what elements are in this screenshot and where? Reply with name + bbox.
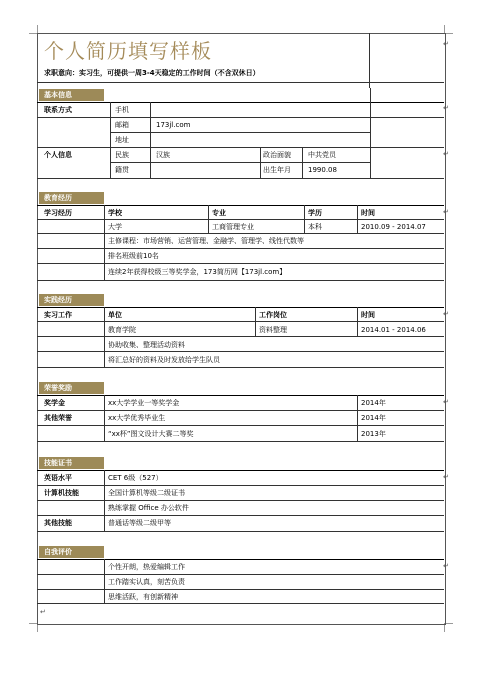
award-scholarship-label: 奖学金	[44, 399, 65, 407]
row-line	[37, 515, 444, 516]
paragraph-mark: ↵	[443, 104, 449, 112]
header-bottom-line	[37, 82, 444, 83]
email-label: 邮箱	[115, 121, 129, 129]
work-unit-value: 教育学院	[108, 326, 136, 334]
email-value: 173jl.com	[156, 121, 191, 129]
row-line	[37, 441, 444, 442]
self-eval-line-1: 个性开朗，热爱编辑工作	[108, 563, 185, 571]
section-awards: 荣誉奖励	[39, 382, 104, 394]
paragraph-mark: ↵	[40, 608, 46, 616]
skill-english-label: 英语水平	[44, 474, 72, 482]
work-duty-2: 将汇总好的资料及时发放给学生队员	[108, 356, 220, 364]
work-time-label: 时间	[361, 311, 375, 319]
birth-value: 1990.08	[308, 166, 337, 174]
section-basic-info: 基本信息	[39, 89, 104, 101]
col-line	[110, 102, 111, 178]
col-line	[208, 205, 209, 233]
row-line	[37, 280, 444, 281]
edu-school-value: 大学	[108, 223, 122, 231]
col-line	[304, 205, 305, 233]
edu-time-label: 时间	[361, 209, 375, 217]
section-self-evaluation: 自我评价	[39, 546, 104, 558]
col-line	[104, 205, 105, 280]
edu-school-label: 学校	[108, 209, 122, 217]
edu-courses: 主修课程：市场营销、运营管理、金融学、管理学、线性代数等	[108, 237, 304, 245]
award-other-year: 2014年	[361, 414, 386, 422]
section-skills: 技能证书	[39, 457, 104, 469]
row-line	[37, 248, 444, 249]
row-line	[110, 162, 370, 163]
row-line	[37, 485, 444, 486]
paragraph-mark: ↵	[443, 40, 449, 48]
col-line	[357, 205, 358, 233]
col-line	[104, 559, 105, 603]
col-line	[104, 395, 105, 441]
row-line	[37, 147, 444, 148]
skills-section-line	[37, 470, 444, 471]
work-unit-label: 单位	[108, 311, 122, 319]
skill-other-label: 其他技能	[44, 519, 72, 527]
paragraph-mark: ↵	[443, 562, 449, 570]
ethnicity-value: 汉族	[156, 151, 170, 159]
birth-label: 出生年月	[263, 166, 291, 174]
row-line	[37, 336, 444, 337]
edu-degree-value: 本科	[308, 223, 322, 231]
header-divider	[369, 33, 370, 88]
award-contest-year: 2013年	[361, 430, 386, 438]
row-line	[37, 603, 444, 604]
section-work: 实践经历	[39, 294, 104, 306]
row-line	[37, 574, 444, 575]
paragraph-mark: ↵	[443, 150, 449, 158]
work-duty-1: 协助收集、整理活动资料	[108, 341, 185, 349]
row-line	[37, 351, 444, 352]
skill-other-value: 普通话等级二级甲等	[108, 519, 171, 527]
edu-major-label: 专业	[212, 209, 226, 217]
education-section-line	[37, 205, 444, 206]
row-line	[37, 425, 444, 426]
col-line	[104, 470, 105, 531]
row-line	[37, 531, 444, 532]
col-line	[302, 147, 303, 178]
contact-label: 联系方式	[44, 106, 72, 114]
awards-section-line	[37, 395, 444, 396]
row-line	[37, 178, 444, 179]
col-line	[150, 102, 151, 178]
row-line	[37, 117, 444, 118]
work-position-value: 资料整理	[259, 326, 287, 334]
row-line	[37, 367, 444, 368]
work-row-label: 实习工作	[44, 311, 72, 319]
col-line	[255, 307, 256, 336]
work-time-value: 2014.01 - 2014.06	[361, 326, 426, 334]
row-line	[37, 263, 444, 264]
award-other-value: xx大学优秀毕业生	[108, 414, 166, 422]
self-eval-line-2: 工作踏实认真，刻苦负责	[108, 578, 185, 586]
col-line	[260, 147, 261, 178]
award-other-label: 其他荣誉	[44, 414, 72, 422]
row-line	[110, 132, 370, 133]
job-objective: 求职意向：实习生，可提供一周3-4天稳定的工作时间（不含双休日）	[44, 69, 260, 77]
basic-section-line	[37, 102, 444, 103]
self-eval-line-3: 思维活跃，有创新精神	[108, 593, 178, 601]
row-line	[37, 321, 444, 322]
skill-computer-value-1: 全国计算机等级二级证书	[108, 489, 185, 497]
paragraph-mark: ↵	[443, 208, 449, 216]
paragraph-mark: ↵	[443, 473, 449, 481]
self-section-line	[37, 559, 444, 560]
award-scholarship-value: xx大学学业一等奖学金	[108, 399, 180, 407]
ethnicity-label: 民族	[115, 151, 129, 159]
section-education: 教育经历	[39, 192, 104, 204]
work-section-line	[37, 307, 444, 308]
edu-degree-label: 学历	[308, 209, 322, 217]
edu-scholarship: 连续2年获得校级三等奖学金，173简历网【173jl.com】	[108, 268, 287, 276]
edu-major-value: 工商管理专业	[212, 223, 254, 231]
skill-computer-label: 计算机技能	[44, 489, 79, 497]
award-scholarship-year: 2014年	[361, 399, 386, 407]
row-line	[37, 589, 444, 590]
award-contest-value: “xx杯”图文设计大赛二等奖	[108, 430, 194, 438]
address-label: 地址	[115, 136, 129, 144]
edu-rank: 排名班级前10名	[108, 252, 159, 260]
row-line	[37, 233, 444, 234]
row-line	[37, 219, 444, 220]
resume-title: 个人简历填写样板	[44, 39, 212, 63]
political-value: 中共党员	[308, 151, 336, 159]
row-line	[37, 410, 444, 411]
work-position-label: 工作岗位	[259, 311, 287, 319]
origin-label: 籍贯	[115, 166, 129, 174]
phone-label: 手机	[115, 106, 129, 114]
paragraph-mark: ↵	[443, 310, 449, 318]
skill-computer-value-2: 熟练掌握 Office 办公软件	[108, 504, 189, 512]
row-line	[37, 500, 444, 501]
col-line	[357, 307, 358, 336]
col-line	[104, 307, 105, 367]
skill-english-value: CET 6级（527）	[108, 474, 163, 482]
personal-info-label: 个人信息	[44, 151, 72, 159]
edu-time-value: 2010.09 - 2014.07	[361, 223, 426, 231]
col-line	[370, 88, 371, 178]
col-line	[357, 395, 358, 441]
paragraph-mark: ↵	[443, 398, 449, 406]
edu-row-label: 学习经历	[44, 209, 72, 217]
political-label: 政治面貌	[263, 151, 291, 159]
